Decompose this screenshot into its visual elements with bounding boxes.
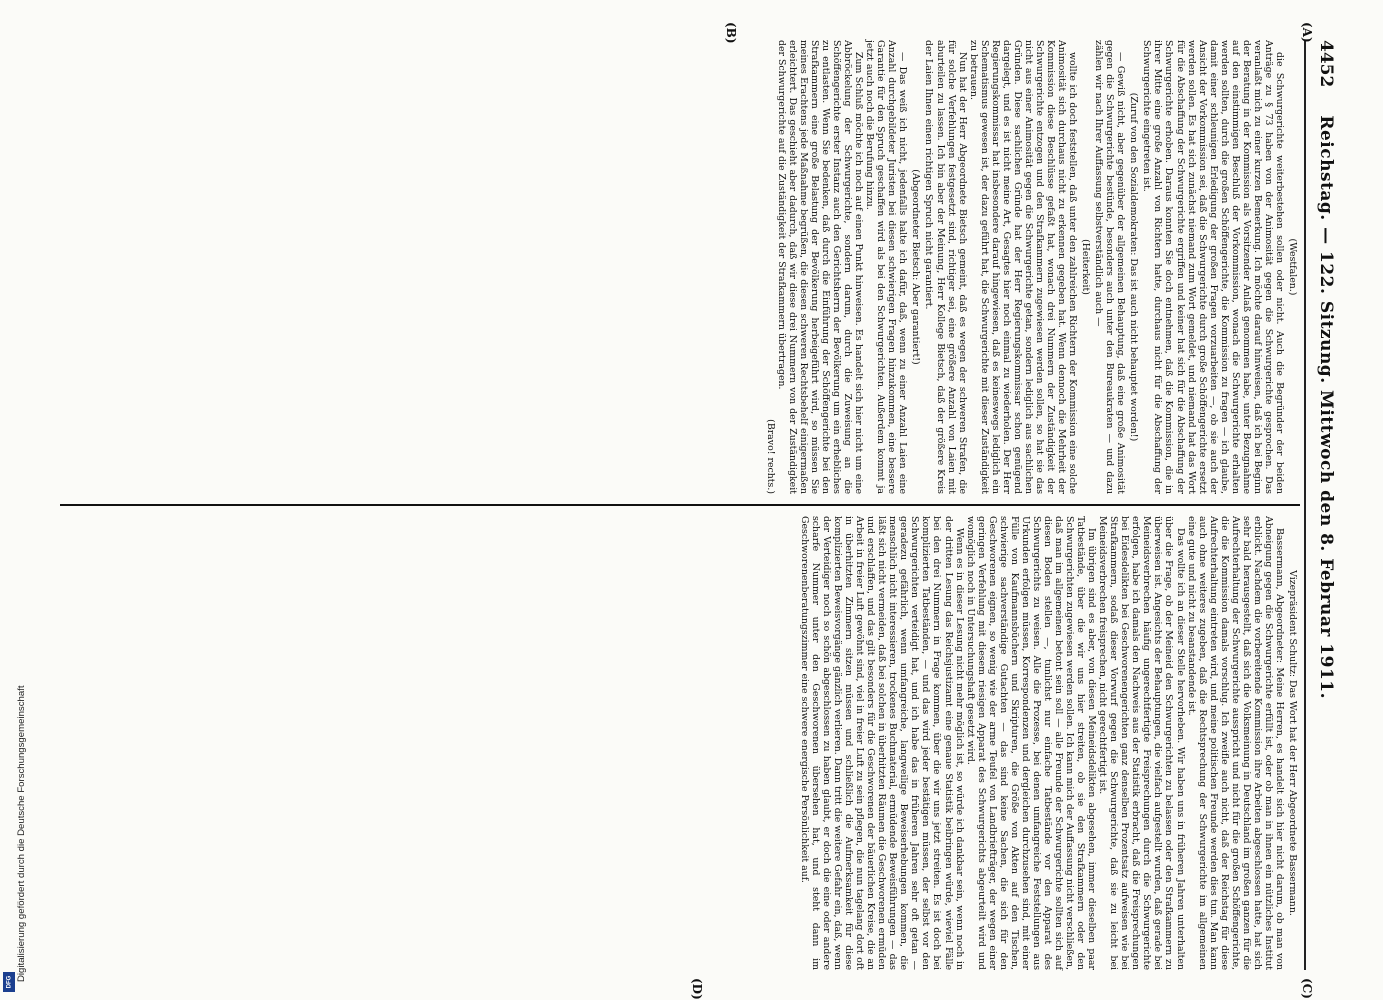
margin-mark-d: (D) (690, 978, 704, 1000)
digitization-note-text: Digitalisierung gefördert durch die Deutsche Forschungsgemeinschaft (16, 685, 27, 982)
header-rule (1304, 40, 1306, 970)
paragraph: Nun hat der Herr Abgeordnete Bietsch gemeint, daß es wegen der schweren Strafen, die für solche Verfehlungen festgesetzt sind, richtiger sei, eine größere Anzahl von Laien mit aburteilen zu lassen. Ich bin aber der Meinung, Herr Kollege Bietsch, daß der größere Kreis der Laien Ihnen einen richtigen Spruch nicht garantiert. (923, 40, 968, 494)
paragraph: Wenn es in dieser Lesung nicht mehr möglich ist, so würde ich dankbar sein, wenn noch in der dritten Lesung das Reichsjustizamt eine genaue Statistik beibringen würde, wieviel Fälle bei den drei Nummern in Frage kommen, über die wir uns jetzt streiten. Es ist doch bei komplizierten Tatbeständen, — und das wird jeder bestätigen müssen, der selbst vor den Schwurgerichten verteidigt hat, und ich habe das in früheren Jahren sehr oft getan — geradezu gefährlich, wenn umfangreiche, langweilige Beweiserhebungen kommen, die menschlich nicht interessieren, trockenes Buchmaterial, ermüdende Beweisführungen — das läßt sich nicht vermeiden, daß bei solchen in überhitzten Räumen die Geschworenen ermüden und erschlaffen, und das gilt besonders für die Geschworenen der bäuerlichen Kreise, die an Arbeit in freier Luft gewöhnt sind, viel in freier Luft zu sein pflegen, die nun tagelang dort oft in überhitzten Zimmern sitzen müssen und schließlich die Aufmerksamkeit für diese komplizierten Beweisvorgänge gänzlich verlieren. Dann tritt die weitere Gefahr ein, daß, wenn der Verteidiger noch so schön abgeschlossen zu haben glaubt, er doch die eine oder andere scharfe Nummer unter den Geschworenen übersehen hat, und steht dann im Geschworenenberatungszimmer eine schwere energische Persönlichkeit auf. (798, 516, 965, 970)
closing-applause: (Bravo! rechts.) (764, 419, 776, 494)
paragraph: Im übrigen sind es aber, von diesen Meineidsdelikten abgesehen, immer dieselben paar Tatbestände, über die wir uns hier streiten, ob sie den Strafkammern oder den Schwurgerichten zugewiesen werden sollen. Ich kann mich der Auffassung nicht verschließen, daß man im allgemeinen betont sein soll — alle Freunde der Schwurgerichte sollten sich auf diesen Boden stellen —, tunlichst nur einfache Tatbestände vor den Apparat des Schwurgerichts zu weisen. Alle die Prozesse, bei denen umfangreiche Feststellungen aus Urkunden erfolgen müssen, Korrespondenzen und dergleichen durchzusehen sind, mit einer Fülle von Kaufmannsbüchern und Skripturen, die Größe von Akten auf den Tischen, schwierige sachverständige Gutachten — das sind keine Sachen, die sich für den Geschworenen eignen, so wenig wie der arme Teufel von Landbriefträger, der wegen einer geringen Verfehlung mit diesem riesigen Apparat des Schwurgerichts abgeurteilt wird und womöglich noch in Untersuchungshaft gesetzt wird. (964, 516, 1098, 970)
dfg-logo (3, 972, 15, 992)
page-number: 4452 (1316, 40, 1336, 88)
paragraph: wollte ich doch feststellen, daß unter den zahlreichen Richtern der Kommission eine solche Animosität sich durchaus nicht zu erkennen gegeben hat. Wenn dennoch die Mehrheit der Kommission diese Beschlüsse gefaßt hat, wonach drei Nummern der Zuständigkeit der Schwurgerichte entzogen und den Strafkammern zugewiesen werden sollen, so hat sie das nicht aus einer Animosität gegen die Schwurgerichte getan, sondern lediglich aus sachlichen Gründen. Diese sachlichen Gründe hat der Herr Regierungskommissar schon genügend dargelegt, und es ist nicht meine Art, Gesagtes hier noch einmal zu wiederholen. Der Herr Regierungskommissar hat insbesondere darauf hingewiesen, daß es keineswegs lediglich ein Schematismus gewesen ist, der dazu geführt hat, die Schwurgerichte mit dieser Zuständigkeit zu betrauen. (967, 40, 1079, 494)
paragraph: — Gewiß nicht, aber gegenüber der allgemeinen Behauptung, daß eine große Animosität gegen die Schwurgerichte bestünde, besonders auch unter den Bureaukraten — und dazu zählen wir nach Ihrer Auffassung selbstverständlich auch — (1093, 40, 1127, 494)
interjection: (Abgeordneter Bietsch: Aber garantiert!) (910, 169, 922, 365)
column-divider (60, 504, 1300, 506)
paragraph: Zum Schluß möchte ich noch auf einen Punkt hinweisen. Es handelt sich hier nicht um eine Abbröckelung der Schwurgerichte, sondern darum, durch die Zuweisung an die Schöffengerichte erster Instanz auch den Gerichtsherrn der Bevölkerung um ein erhebliches zu entlasten. Wenn Sie bedenken, daß durch die Einführung der Schöffengerichte bei den Strafkammern eine große Belastung der Bevölkerung herbeigeführt wird, so müssen Sie meines Erachtens jede Maßnahme begrüßen, die diesen schweren Rechtsbehelf einigermaßen erleichtert. Das geschieht aber dadurch, daß wir diese drei Nummern von der Zuständigkeit der Schwurgerichte auf die Zuständigkeit der Strafkammern übertragen. (775, 40, 865, 494)
margin-mark-b: (B) (724, 22, 738, 44)
presiding-announcement: Vizepräsident Schultz: Das Wort hat der Herr Abgeordnete Bassermann. (1287, 570, 1298, 916)
paragraph: — Das weiß ich nicht, jedenfalls halte ich dafür, daß, wenn zu einer Anzahl Laien eine Anzahl durchgebildeter Juristen bei diesen schwierigen Fragen hinzukommen, eine bessere Garantie für den Spruch geschaffen wird als bei den Schwurgerichten. Außerdem kommt ja jetzt auch noch die Berufung hinzu. (864, 40, 909, 494)
rotated-page-content (46, 22, 1336, 1000)
dfg-logo-text: DFG (6, 975, 13, 989)
interjection: (Heiterkeit) (1080, 239, 1092, 295)
paragraph: Das wollte ich an dieser Stelle hervorheben. Wir haben uns in früheren Jahren unterhalten über die Frage, ob der Meineid den Schwurgerichten zu belassen oder den Strafkammern zu überweisen ist. Angesichts der Behauptungen, die vielfach aufgestellt wurden, daß gerade bei Meineidsverbrechen häufig ungerechtfertigte Freisprechungen durch die Schwurgerichte erfolgen, habe ich damals den Nachweis aus der Statistik erbracht, daß die Freisprechungen bei Eidesdelikten bei Geschworenengerichten ganz denselben Prozentsatz aufweisen wie bei Strafkammern, sodaß dieser Vorwurf gegen die Schwurgerichte, daß sie zu leicht bei Meineidsverbrechen freisprechen, nicht gerechtfertigt ist. (1097, 516, 1186, 970)
margin-mark-c: (C) (1300, 978, 1314, 999)
interjection: (Zuruf von den Sozialdemokraten: Das ist auch nicht behauptet worden!) (1128, 92, 1140, 442)
page-title: Reichstag. — 122. Sitzung. Mittwoch den 8. Februar 1911. (1316, 115, 1336, 700)
page-header (1310, 40, 1336, 970)
paragraph: Bassermann, Abgeordneter: Meine Herren, es handelt sich hier nicht darum, ob man von Abneigung gegen die Schwurgerichte erfüllt ist, oder ob man in ihnen ein nützliches Institut erblickt. Nachdem die vorbereitende Kommission ihre Arbeiten abgeschlossen hatte, hat sich sehr bald herausgestellt, daß sich die Volksmeinung in Deutschland im großen ganzen für die Aufrechterhaltung der Schwurgerichte ausspricht und nicht für die großen Schöffengerichte, die die Kommission damals vorschlug. Ich zweifle auch nicht, daß der Reichstag für diese Aufrechterhaltung eintreten wird, und meine politischen Freunde werden dies tun. Man kann auch ohne weiteres zugeben, daß die Rechtsprechung der Schwurgerichte im allgemeinen eine gute und nicht zu beanstandende ist. (1185, 516, 1285, 970)
speaker-tag: (Westfalen.) (1287, 238, 1298, 296)
right-column (680, 516, 1300, 970)
margin-mark-a: (A) (1300, 22, 1314, 43)
paragraph: die Schwurgerichte weiterbestehen sollen oder nicht. Auch die Begründer der beiden Anträge zu § 73 haben von der Animosität gegen die Schwurgerichte gesprochen. Das veranlaßt mich zu einer kurzen Bemerkung. Ich möchte darauf hinweisen, daß ich bei Beginn der Beratung in der Kommission als Vorsitzender Anlaß genommen habe, unter Bezugnahme auf den einstimmigen Beschluß der Vorkommission, wonach die Schwurgerichte erhalten werden sollten, durch die großen Schöffengerichte, die Kommission zu fragen — ich glaube, damit einer schleunigen Erledigung der großen Fragen vorzuarbeiten —, ob sie auch der Ansicht der Vorkommission sei, daß die Schwurgerichte durch große Schöffengerichte ersetzt werden sollen. Es hat sich zunächst niemand zum Wort gemeldet, und niemand hat das Wort für die Abschaffung der Schwurgerichte ergriffen und keiner hat sich für die Abschaffung der Schwurgerichte erhoben. Daraus konnten Sie doch entnehmen, daß die Kommission, die in ihrer Mitte eine große Anzahl von Richtern hatte, durchaus nicht für die Abschaffung der Schwurgerichte eingetreten ist. (1141, 40, 1285, 494)
digitization-note (2, 602, 27, 992)
left-column (690, 40, 1300, 494)
